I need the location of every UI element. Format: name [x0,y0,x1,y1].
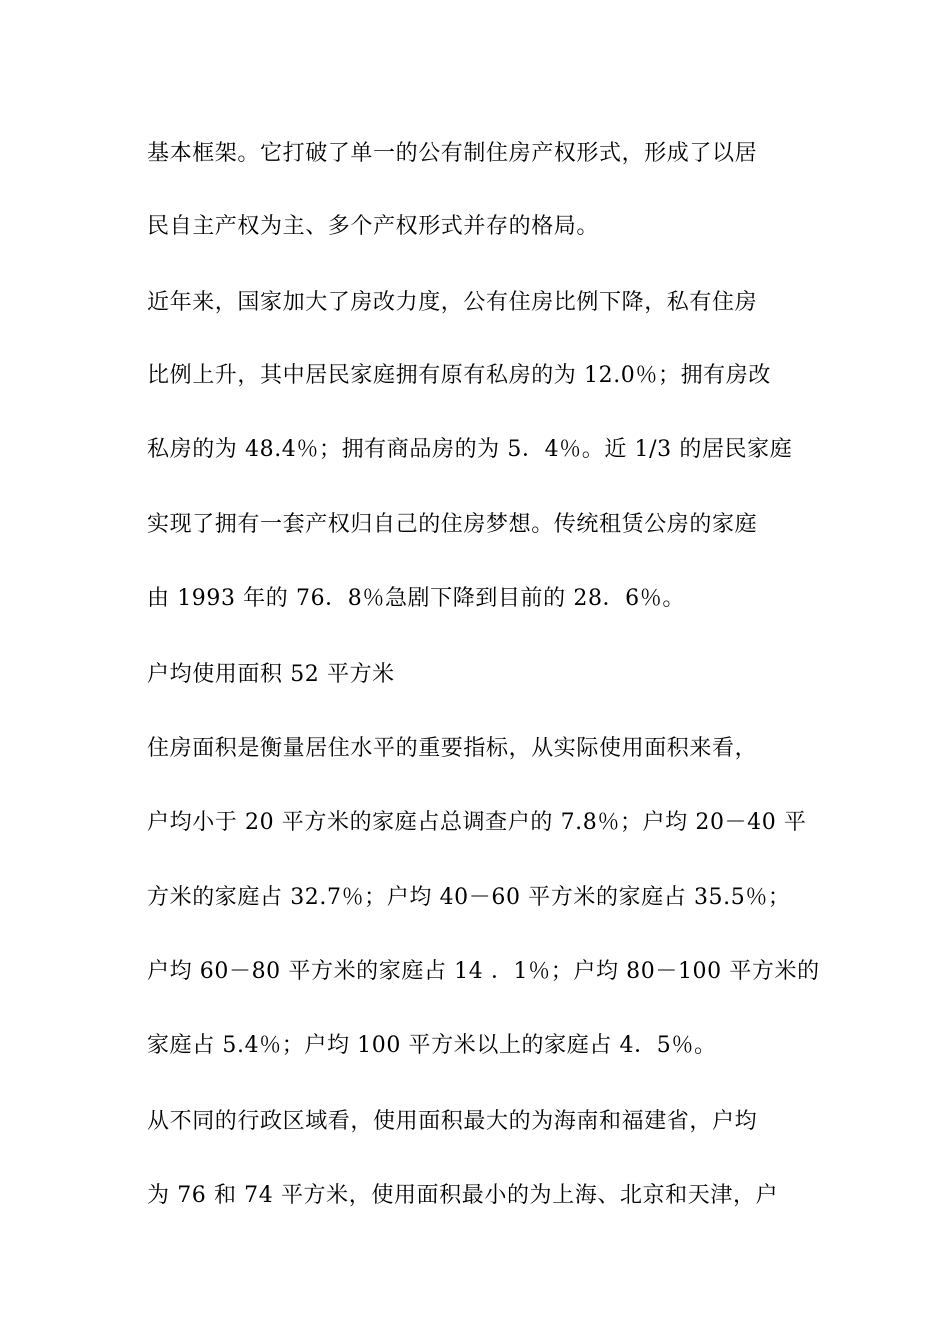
section-heading: 户均使用面积 52 平方米 [147,662,395,687]
paragraph-line: 家庭占 5.4％；户均 100 平方米以上的家庭占 4．5％。 [147,1033,717,1058]
paragraph-line: 为 76 和 74 平方米，使用面积最小的为上海、北京和天津，户 [147,1183,779,1208]
paragraph-line: 从不同的行政区域看，使用面积最大的为海南和福建省，户均 [147,1109,758,1134]
paragraph-line: 民自主产权为主、多个产权形式并存的格局。 [147,214,600,239]
paragraph-line: 户均小于 20 平方米的家庭占总调查户的 7.8％；户均 20－40 平 [147,810,807,835]
paragraph-line: 近年来，国家加大了房改力度，公有住房比例下降，私有住房 [147,290,758,315]
paragraph-line: 实现了拥有一套产权归自己的住房梦想。传统租赁公房的家庭 [147,512,758,537]
paragraph-line: 户均 60－80 平方米的家庭占 14 ．1％；户均 80－100 平方米的 [147,959,820,984]
paragraph-line: 由 1993 年的 76．8％急剧下降到目前的 28．6％。 [147,586,685,611]
paragraph-line: 方米的家庭占 32.7％；户均 40－60 平方米的家庭占 35.5％； [147,885,791,910]
paragraph-line: 私房的为 48.4％；拥有商品房的为 5．4％。近 1/3 的居民家庭 [147,437,793,462]
paragraph-line: 比例上升，其中居民家庭拥有原有私房的为 12.0％；拥有房改 [147,363,771,388]
paragraph-line: 住房面积是衡量居住水平的重要指标，从实际使用面积来看， [147,736,758,761]
paragraph-line: 基本框架。它打破了单一的公有制住房产权形式，形成了以居 [147,141,758,166]
